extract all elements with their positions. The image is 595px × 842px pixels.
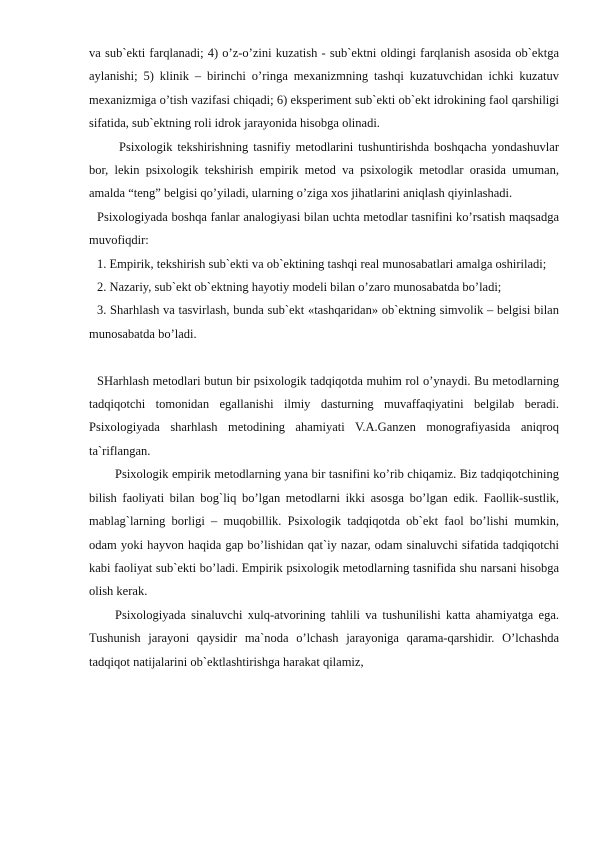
document-body xyxy=(89,42,559,674)
paragraph-4: SHarhlash metodlari butun bir psixologik tadqiqotda muhim rol o’ynaydi. Bu metodlarning tadqiqotchi tomonidan egallanishi ilmiy dasturning muvaffaqiyatini belgilab beradi. Psixologiyada sharhlash metodining ahamiyati V.A.Ganzen monografiyasida aniqroq ta`riflangan. xyxy=(89,373,559,458)
list-item-2: 2. Nazariy, sub`ekt ob`ektning hayotiy modeli bilan o’zaro munosabatda bo’ladi; xyxy=(97,280,502,295)
blank-line xyxy=(89,346,559,369)
list-item-3: 3. Sharhlash va tasvirlash, bunda sub`ekt «tashqaridan» ob`ektning simvolik – belgisi bilan munosabatda bo’ladi. xyxy=(89,303,559,341)
paragraph-1: va sub`ekti farqlanadi; 4) o’z-o’zini kuzatish - sub`ektni oldingi farqlanish asosida ob`ektga aylanishi; 5) klinik – birinchi o’ringa mexanizmning tashqi kuzatuvchidan ichki kuzatuv mexanizmiga o’tish vazifasi chiqadi; 6) eksperiment sub`ekti ob`ekt idrokining faol qarshiligi sifatida, sub`ektning roli idrok jarayonida hisobga olinadi. xyxy=(89,46,559,131)
paragraph-5: Psixologik empirik metodlarning yana bir tasnifini ko’rib chiqamiz. Biz tadqiqotchining bilish faoliyati bilan bog`liq bo’lgan metodlarni ikki asosga bo’lgan edik. Faollik-sustlik, mablag`larning borligi – muqobillik. Psixologik tadqiqotda ob`ekt faol bo’lishi mumkin, odam yoki hayvon haqida gap bo’lishidan qat`iy nazar, odam sinaluvchi sifatida tadqiqotchi kabi faoliyat sub`ekti bo’ladi. Empirik psixologik metodlarning tasnifida shu narsani hisobga olish kerak. xyxy=(89,467,559,599)
list-item-1: 1. Empirik, tekshirish sub`ekti va ob`ektining tashqi real munosabatlari amalga oshiriladi; xyxy=(97,256,547,271)
paragraph-3: Psixologiyada boshqa fanlar analogiyasi bilan uchta metodlar tasnifini ko’rsatish maqsadga muvofiqdir: xyxy=(89,209,559,248)
paragraph-2: Psixologik tekshirishning tasnifiy metodlarini tushuntirishda boshqacha yondashuvlar bor, lekin psixologik tekshirish empirik metod va psixologik metodlar orasida umuman, amalda “teng” belgisi qo’yiladi, ularning o’ziga xos jihatlarini aniqlash qiyinlashadi. xyxy=(89,139,559,201)
paragraph-6: Psixologiyada sinaluvchi xulq-atvorining tahlili va tushunilishi katta ahamiyatga ega. Tushunish jarayoni qaysidir ma`noda o’lchash jarayoniga qarama-qarshidir. O’lchashda tadqiqot natijalarini ob`ektlashtirishga harakat qilamiz, xyxy=(89,607,559,669)
